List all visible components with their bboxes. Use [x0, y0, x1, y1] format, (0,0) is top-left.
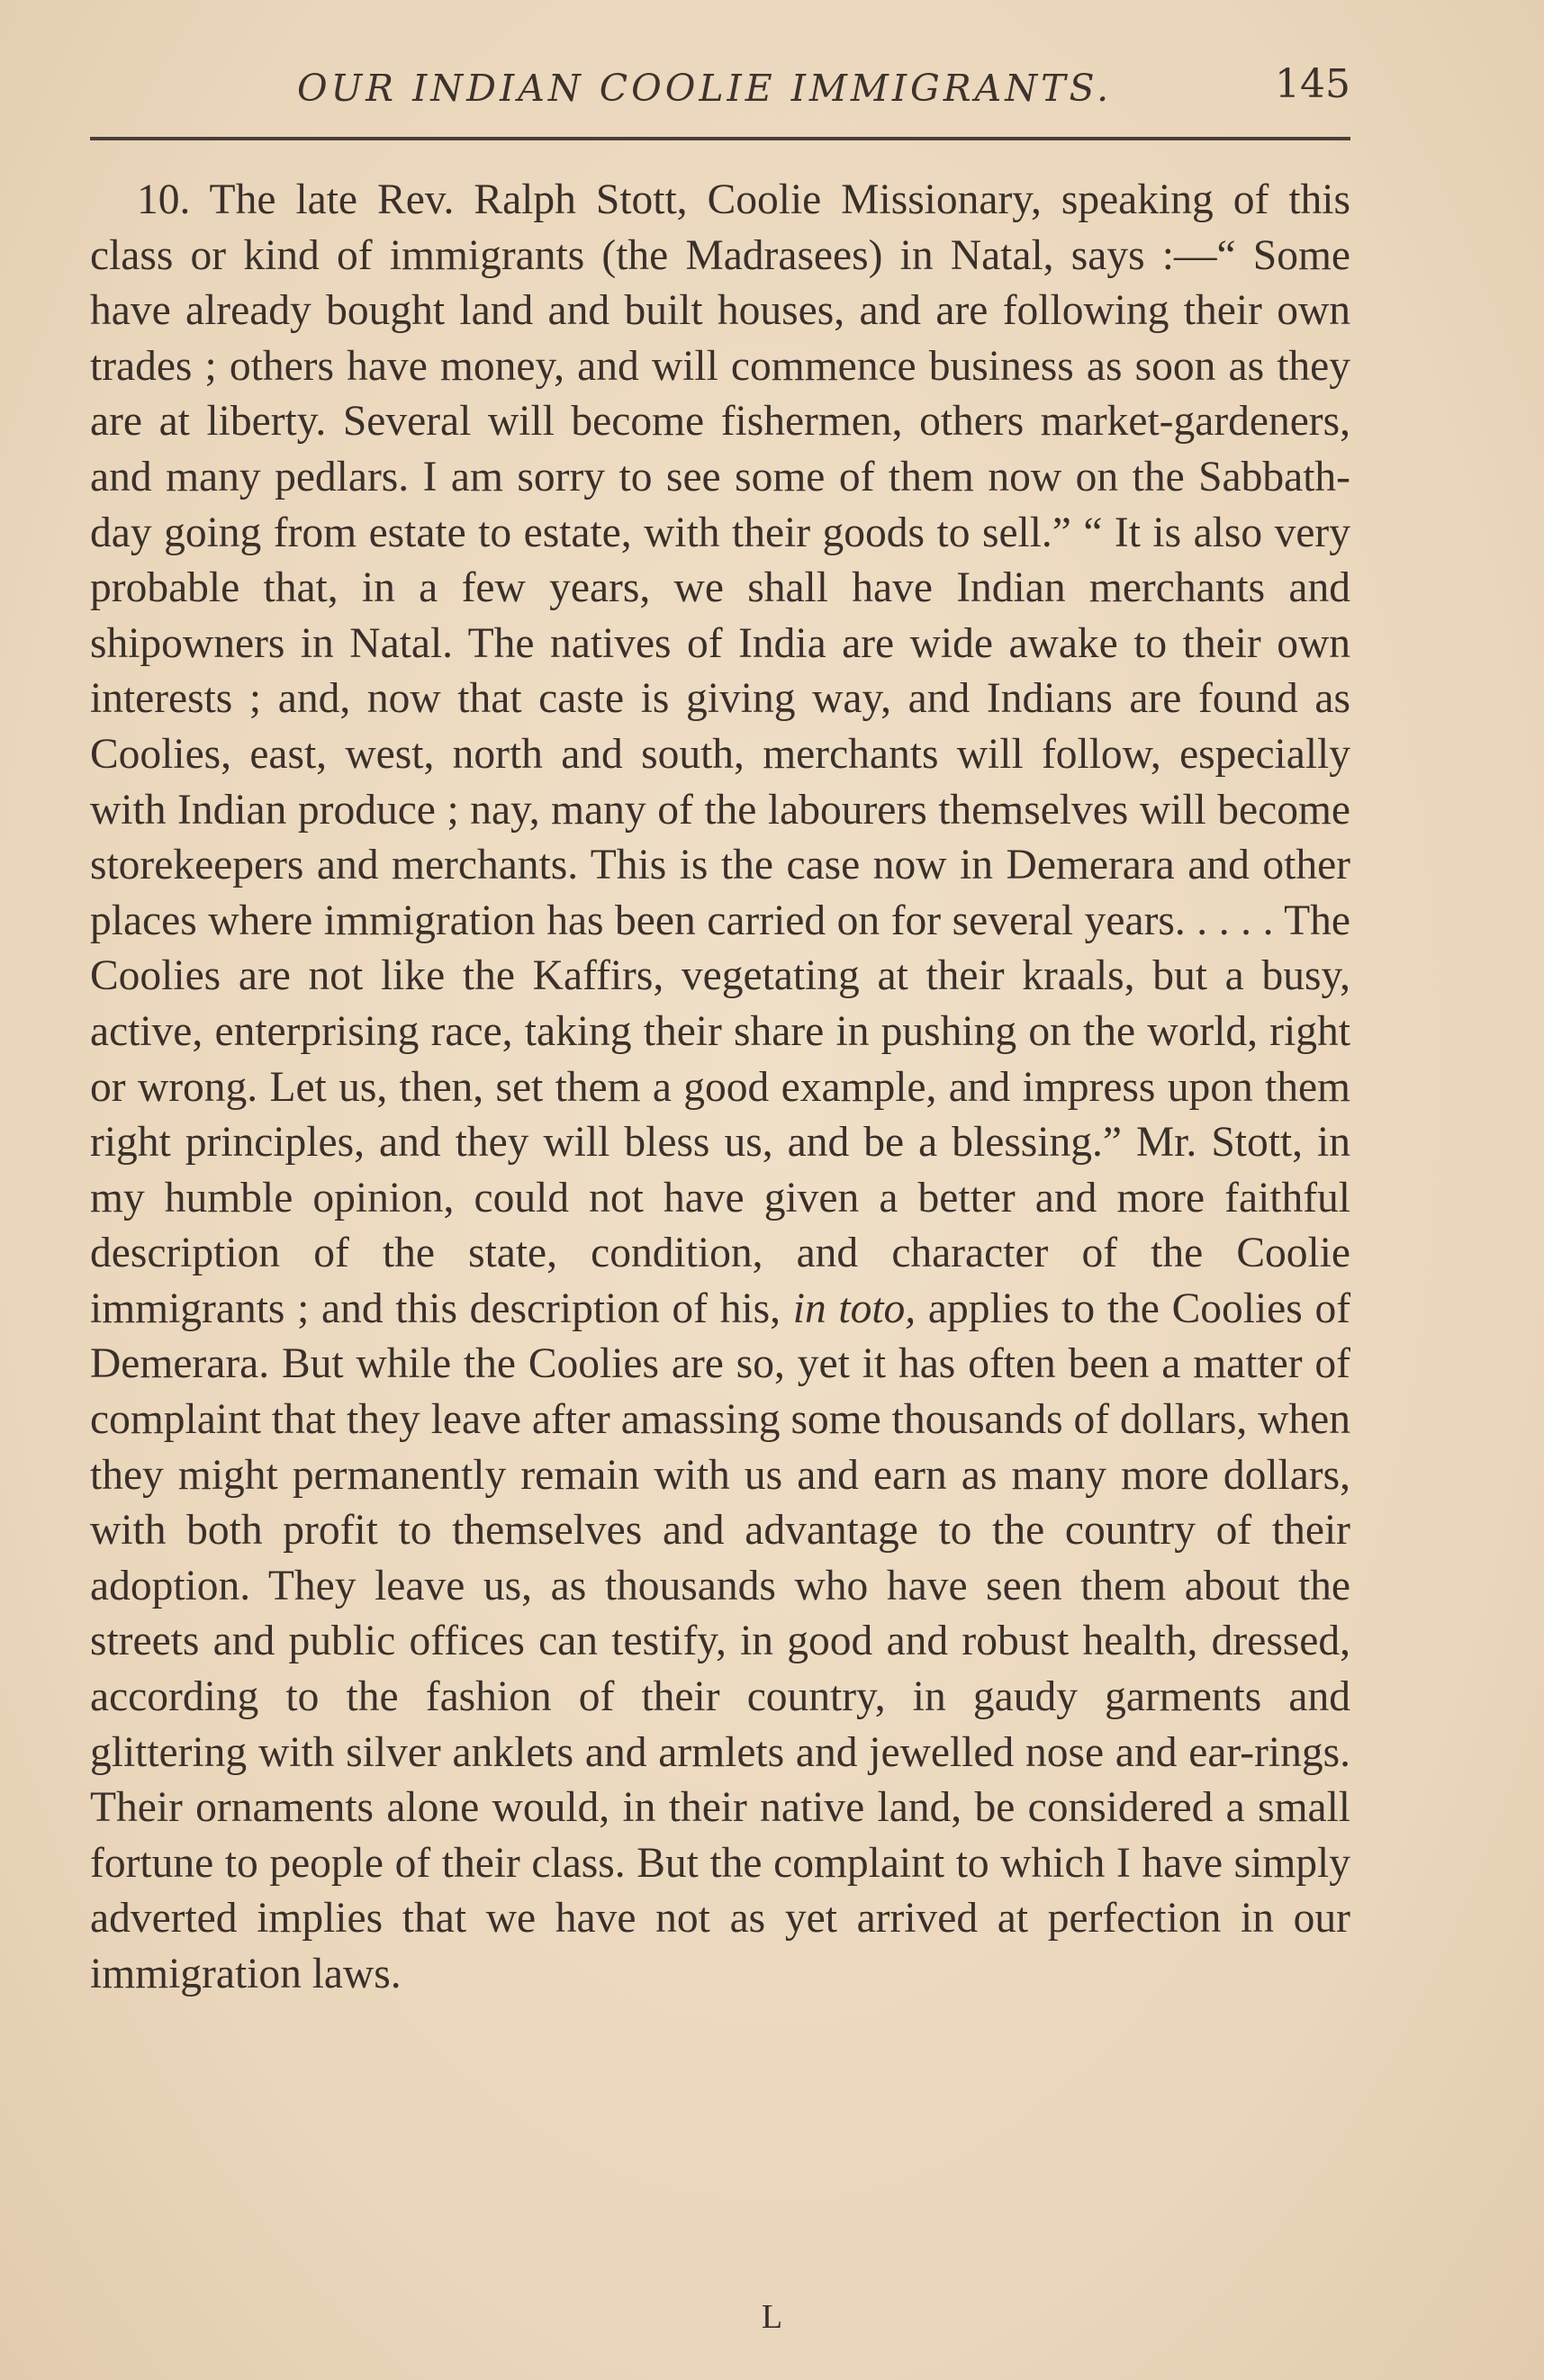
paragraph-10: [90, 173, 1350, 2003]
running-head-title: OUR INDIAN COOLIE IMMIGRANTS.: [297, 67, 1113, 110]
signature-mark: L: [761, 2298, 783, 2336]
paragraph-text-part-1: 10. The late Rev. Ralph Stott, Coolie Missionary, speaking of this class or kind of immigrants (the Madrasees) in Natal, says :—“ Some have already bought land and built houses, and are following their own trades ; others have money, and will commence business as soon as they are at liberty. Several will become fishermen, others market-gardeners, and many pedlars. I am sorry to see some of them now on the Sabbath-day going from estate to estate, with their goods to sell.” “ It is also very probable that, in a few years, we shall have Indian merchants and shipowners in Natal. The natives of India are wide awake to their own interests ; and, now that caste is giving way, and Indians are found as Coolies, east, west, north and south, merchants will follow, especially with Indian produce ; nay, many of the labourers themselves will become storekeepers and merchants. This is the case now in Demerara and other places where immigration has been carried on for several years. . . . . The Coolies are not like the Kaffirs, vegetating at their kraals, but a busy, active, enterprising race, taking their share in pushing on the world, right or wrong. Let us, then, set them a good example, and impress upon them right principles, and they will bless us, and be a blessing.” Mr. Stott, in my humble opinion, could not have given a better and more faithful description of the state, condition, and character of the Coolie immigrants ; and this description of his,: [90, 176, 1350, 1332]
paragraph-text-part-2: applies to the Coolies of Demerara. But while the Coolies are so, yet it has often been a matter of complaint that they leave after amassing some thousands of dollars, when they might permanently remain with us and earn as many more dollars, with both profit to themselves and advantage to the country of their adoption. They leave us, as thousands who have seen them about the streets and public offices can testify, in good and robust health, dressed, according to the fashion of their country, in gaudy garments and glittering with silver anklets and armlets and jewelled nose and ear-rings. Their ornaments alone would, in their native land, be considered a small fortune to people of their class. But the complaint to which I have simply adverted implies that we have not as yet arrived at perfection in our immigration laws.: [90, 1285, 1351, 1997]
body-text: [90, 173, 1350, 2003]
page-number: 145: [1275, 61, 1350, 107]
running-head: [90, 61, 1350, 115]
italic-phrase: in toto,: [792, 1285, 916, 1332]
header-rule: [90, 137, 1350, 140]
